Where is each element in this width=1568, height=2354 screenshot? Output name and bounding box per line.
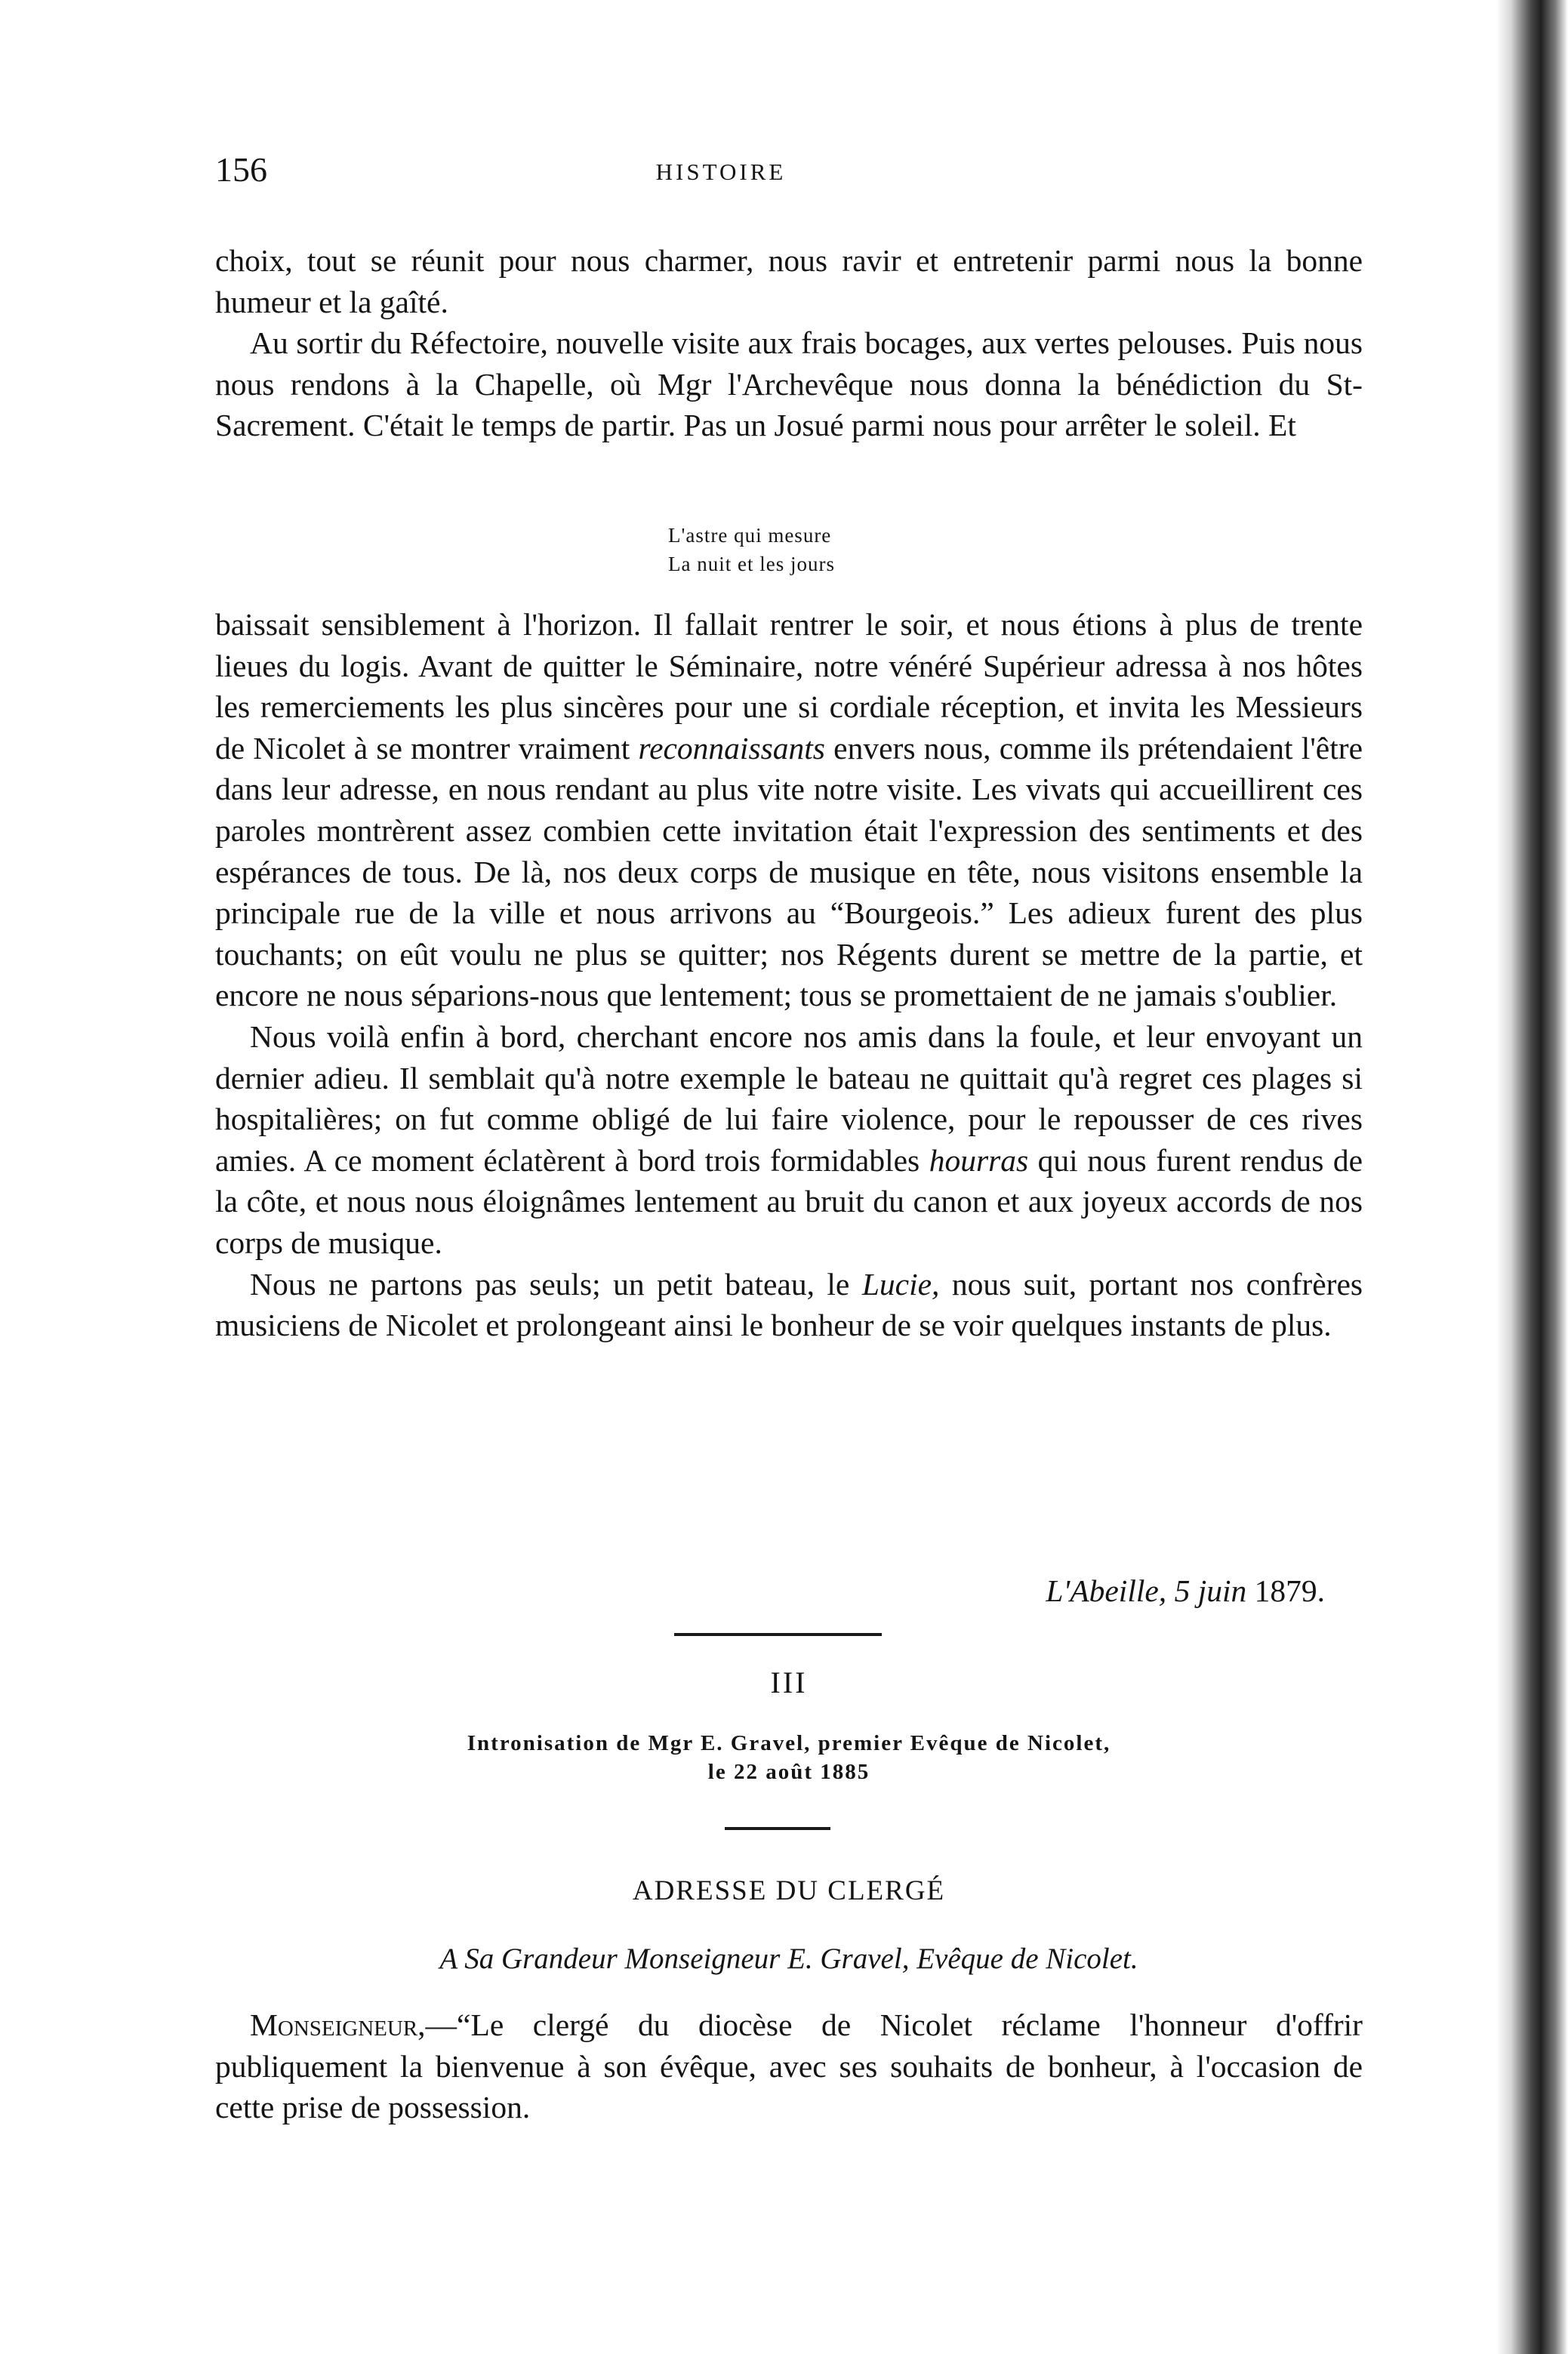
verse-quotation [0,521,1568,578]
page-number: 156 [215,150,267,189]
section-divider-top [674,1633,882,1636]
address-salutation: Monseigneur, [250,2007,426,2042]
verse-line-2: La nuit et les jours [668,553,835,575]
address-heading: ADRESSE DU CLERGÉ [632,1875,946,1906]
italic-hourras: hourras [929,1142,1029,1178]
section-number: III [770,1665,808,1699]
section-title-line-2: le 22 août 1885 [707,1760,870,1784]
section-title-line-1: Intronisation de Mgr E. Gravel, premier Evêque de Nicolet, [467,1731,1111,1755]
source-signature [215,1573,1325,1609]
section-title [215,1729,1363,1786]
paragraph-a-bord [215,1016,1363,1264]
signature-date: 5 juin [1174,1573,1247,1608]
paragraph-choix: choix, tout se réunit pour nous charmer, nous ravir et entretenir parmi nous la bonne humeur et la gaîté. [215,243,1363,319]
opening-text [215,240,1363,446]
address-text: —“Le clergé du diocèse de Nicolet réclame l'honneur d'offrir publiquement la bienvenue à son évêque, avec ses souhaits de bonheur, à l'occasion de cette prise de possession. [215,2007,1363,2125]
page-edge-shadow [1496,0,1568,2354]
paragraph-horizon [215,604,1363,1016]
paragraph-horizon-part2: envers nous, comme ils prétendaient l'être dans leur adresse, en nous rendant au plus vite notre visite. Les vivats qui accueillirent ces paroles montrèrent assez combien cette invitation était l'expression des sentiments et des espérances de tous. De là, nos deux corps de musique en tête, nous visitons ensemble la principale rue de la ville et nous arrivons au “Bourgeois.” Les adieux furent des plus touchants; on eût voulu ne plus se quitter; nos Régents durent se mettre de la partie, et encore ne nous séparions-nous que lentement; tous se promettaient de ne jamais s'oublier. [215,730,1363,1013]
address-body [215,2004,1363,2128]
paragraph-a-bord-part1: Nous voilà enfin à bord, cherchant encore nos amis dans la foule, et leur envoyant un dernier adieu. Il semblait qu'à notre exemple le bateau ne quittait qu'à regret ces plages si hospitalières; on fut comme obligé de lui faire violence, pour le repousser de ces rives amies. A ce moment éclatèrent à bord trois formidables [215,1018,1363,1178]
main-text [215,604,1363,1346]
italic-lucie: Lucie, [861,1266,940,1302]
running-title: HISTOIRE [655,159,787,185]
paragraph-horizon-part1: baissait sensiblement à l'horizon. Il fallait rentrer le soir, et nous étions à plus de trente lieues du logis. Avant de quitter le Séminaire, notre vénéré Supérieur adressa à nos hôtes les remerciements les plus sincères pour une si cordiale réception, et invita les Messieurs de Nicolet à se montrer vraiment [215,607,1363,766]
paragraph-lucie-part1: Nous ne partons pas seuls; un petit bateau, le [250,1266,850,1302]
address-dedication: A Sa Grandeur Monseigneur E. Gravel, Evêque de Nicolet. [439,1943,1138,1975]
paragraph-refectoire: Au sortir du Réfectoire, nouvelle visite aux frais bocages, aux vertes pelouses. Puis nous nous rendons à la Chapelle, où Mgr l'Archevêque nous donna la bénédiction du St-Sacrement. C'était le temps de partir. Pas un Josué parmi nous pour arrêter le soleil. Et [215,325,1363,443]
page-header [215,149,1363,195]
verse-line-1: L'astre qui mesure [668,524,832,547]
paragraph-a-bord-part2: qui nous furent rendus de la côte, et nous nous éloignâmes lentement au bruit du canon et aux joyeux accords de nos corps de musique. [215,1142,1363,1260]
paragraph-lucie [215,1264,1363,1346]
paragraph-lucie-part2: nous suit, portant nos confrères musiciens de Nicolet et prolongeant ainsi le bonheur de se voir quelques instants de plus. [215,1266,1363,1343]
signature-year: 1879. [1254,1573,1325,1608]
italic-reconnaissants: reconnaissants [638,730,825,766]
signature-source: L'Abeille, [1046,1573,1167,1608]
section-divider-bottom [725,1827,830,1830]
